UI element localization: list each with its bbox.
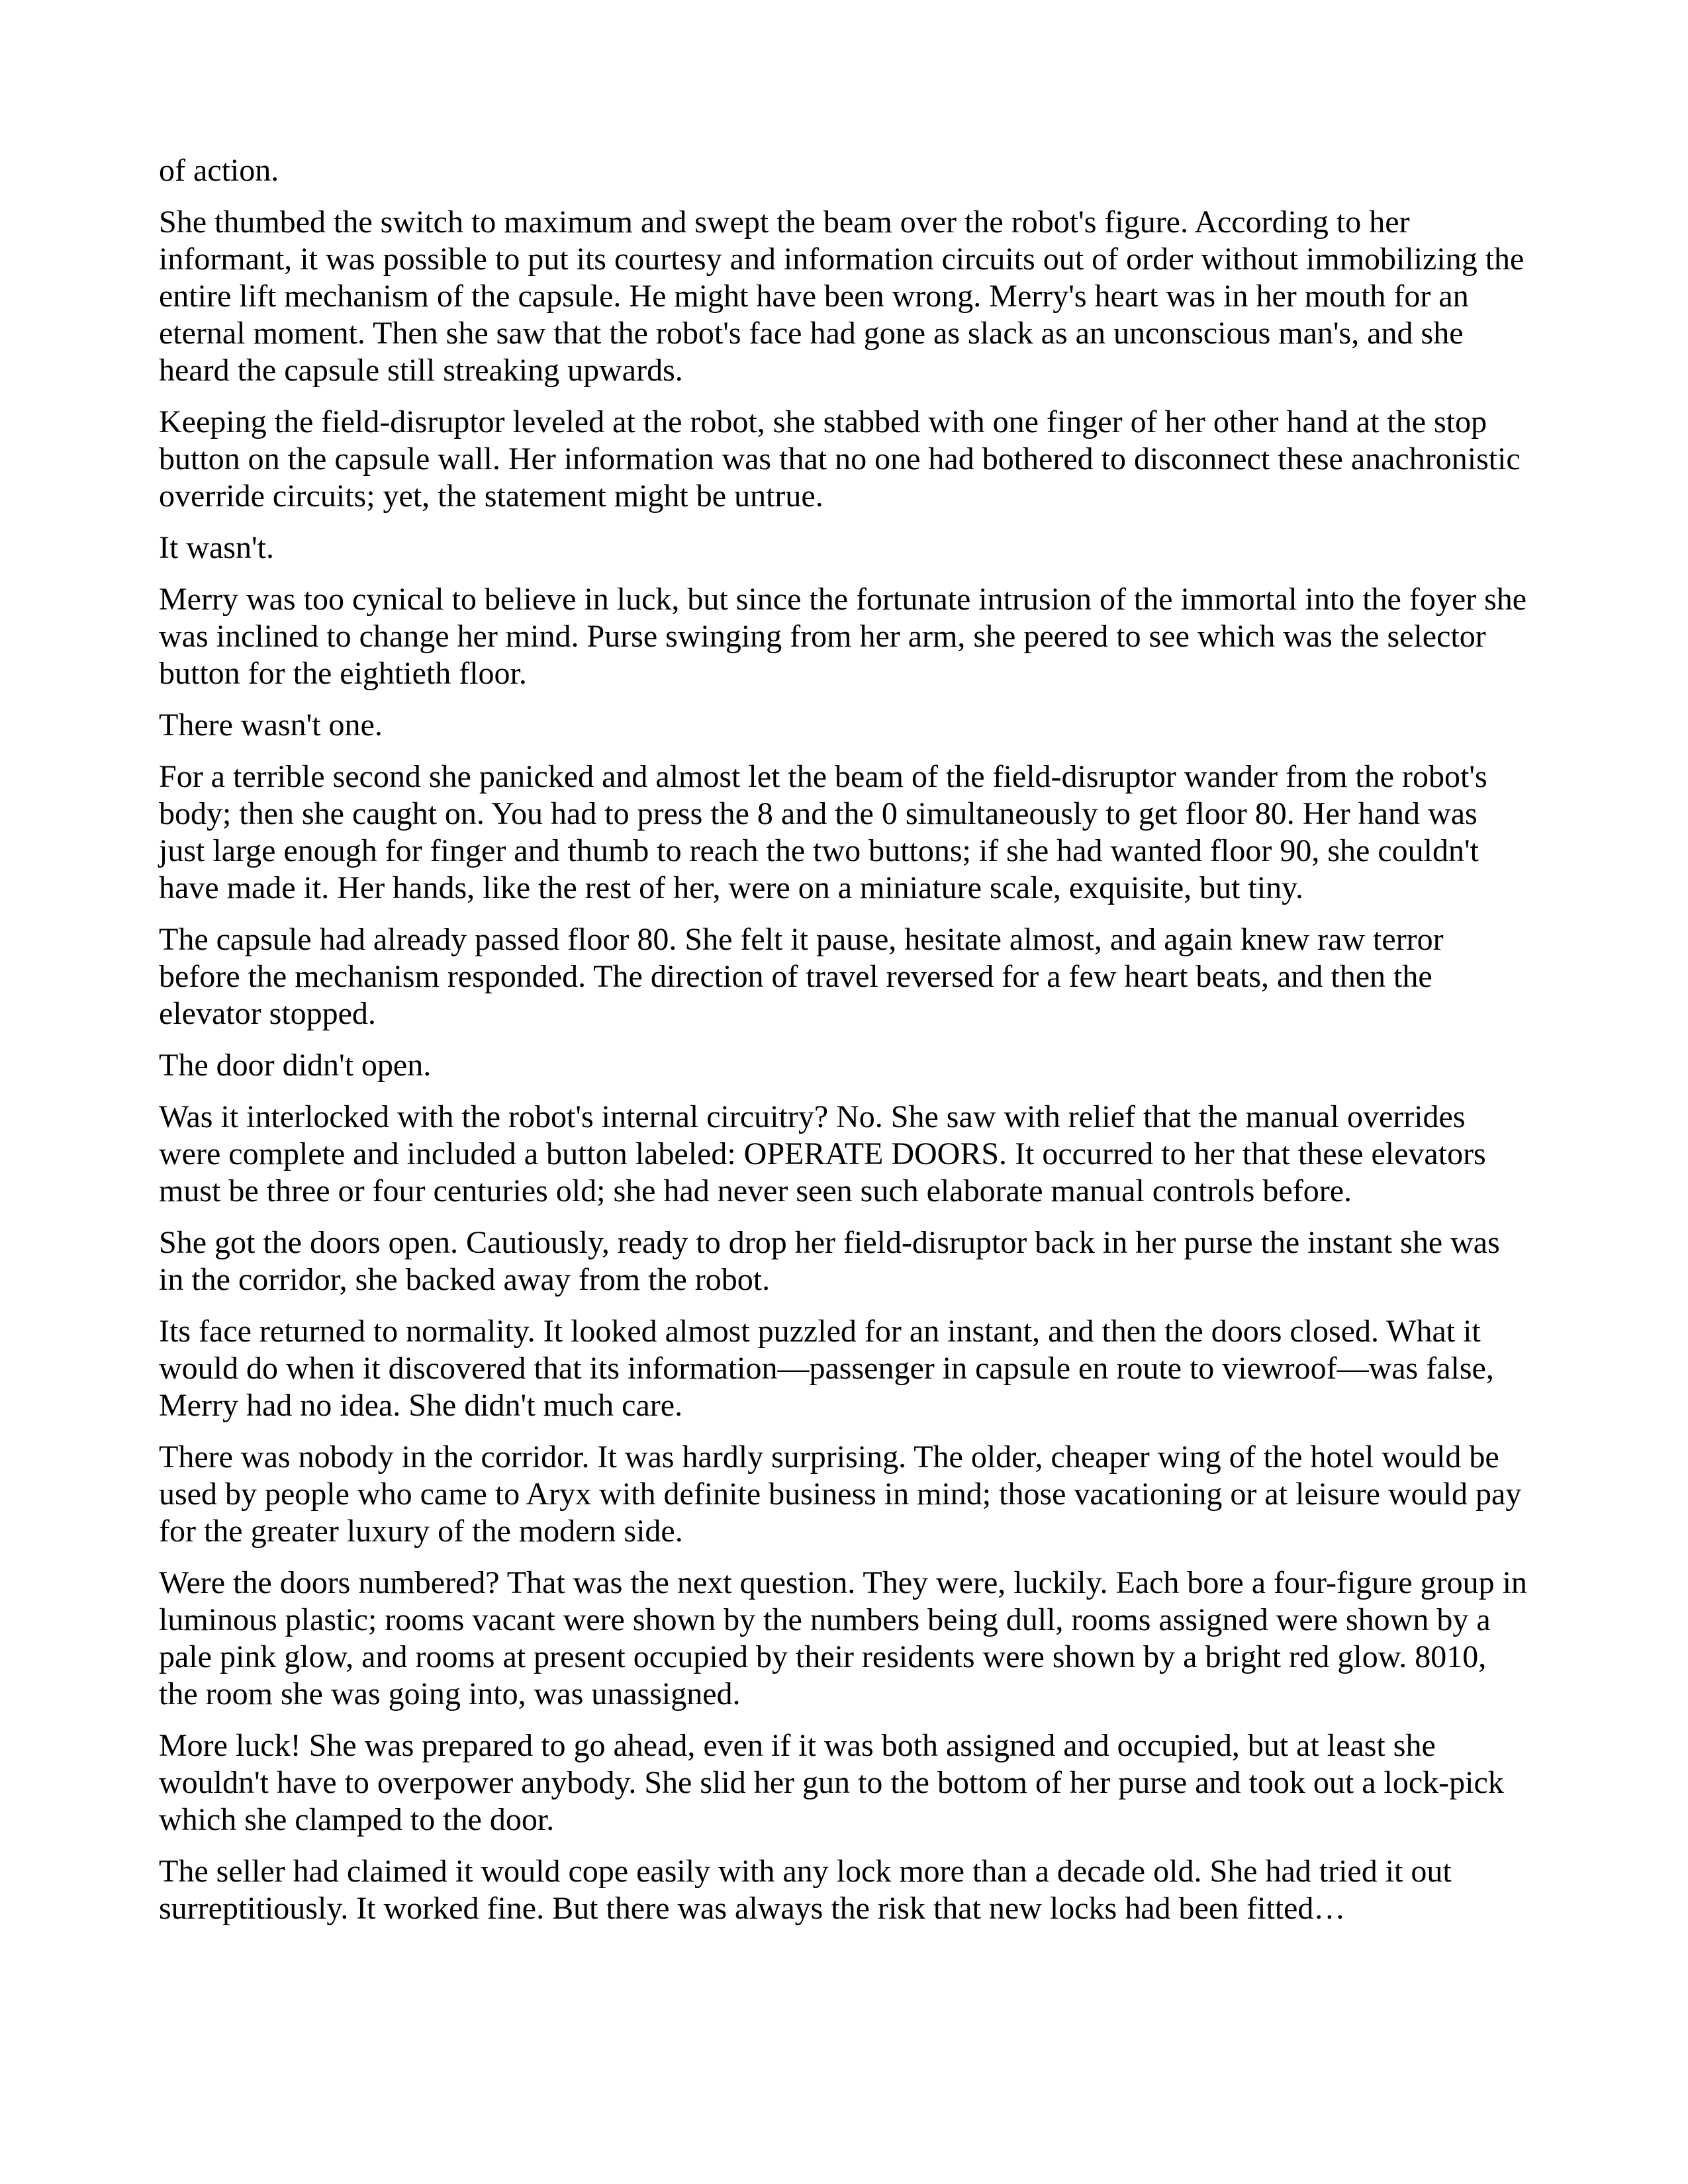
- paragraph: The capsule had already passed floor 80. She felt it pause, hesitate almost, and again knew raw terror before the mechanism responded. The direction of travel reversed for a few heart beats, and then the elevator stopped.: [159, 922, 1444, 1031]
- paragraph: of action.: [159, 153, 279, 188]
- paragraph: Were the doors numbered? That was the next question. They were, luckily. Each bore a four-figure group in luminous plastic; rooms vacant were shown by the numbers being dull, rooms assigned were shown by a pale pink glow, and rooms at present occupied by their residents were shown by a bright red glow. 8010, the room she was going into, was unassigned.: [159, 1565, 1527, 1711]
- paragraph: There wasn't one.: [159, 707, 383, 743]
- paragraph: Merry was too cynical to believe in luck, but since the fortunate intrusion of the immortal into the foyer she was inclined to change her mind. Purse swinging from her arm, she peered to see which was the selector button for the eightieth floor.: [159, 582, 1527, 691]
- paragraph: Its face returned to normality. It looked almost puzzled for an instant, and then the doors closed. What it would do when it discovered that its information—passenger in capsule en route to viewroof—was false, Merry had no idea. She didn't much care.: [159, 1314, 1494, 1423]
- paragraph: Keeping the field-disruptor leveled at the robot, she stabbed with one finger of her other hand at the stop button on the capsule wall. Her information was that no one had bothered to disconnect these anachronistic override circuits; yet, the statement might be untrue.: [159, 404, 1521, 514]
- paragraph: The door didn't open.: [159, 1048, 432, 1083]
- paragraph: It wasn't.: [159, 530, 274, 565]
- paragraph: More luck! She was prepared to go ahead, even if it was both assigned and occupied, but at least she wouldn't have to overpower anybody. She slid her gun to the bottom of her purse and took out a lock-pick which she clamped to the door.: [159, 1728, 1504, 1837]
- paragraph: There was nobody in the corridor. It was hardly surprising. The older, cheaper wing of the hotel would be used by people who came to Aryx with definite business in mind; those vacationing or at leisure would pay for the greater luxury of the modern side.: [159, 1439, 1522, 1549]
- paragraph: Was it interlocked with the robot's internal circuitry? No. She saw with relief that the manual overrides were complete and included a button labeled: OPERATE DOORS. It occurred to her that these elevators must be three or four centuries old; she had never seen such elaborate manual controls before.: [159, 1099, 1486, 1208]
- paragraph: She got the doors open. Cautiously, ready to drop her field-disruptor back in her purse the instant she was in the corridor, she backed away from the robot.: [159, 1225, 1500, 1297]
- paragraph: For a terrible second she panicked and almost let the beam of the field-disruptor wander from the robot's body; then she caught on. You had to press the 8 and the 0 simultaneously to get floor 80. Her hand was just large enough for finger and thumb to reach the two buttons; if she had wanted floor 90, she couldn't have made it. Her hands, like the rest of her, were on a miniature scale, exquisite, but tiny.: [159, 759, 1487, 905]
- paragraph: She thumbed the switch to maximum and swept the beam over the robot's figure. According to her informant, it was possible to put its courtesy and information circuits out of order without immobilizing the entire lift mechanism of the capsule. He might have been wrong. Merry's heart was in her mouth for an eternal moment. Then she saw that the robot's face had gone as slack as an unconscious man's, and she heard the capsule still streaking upwards.: [159, 205, 1524, 388]
- body-text: [159, 152, 1529, 1942]
- paragraph: The seller had claimed it would cope easily with any lock more than a decade old. She had tried it out surreptitiously. It worked fine. But there was always the risk that new locks had been fitted…: [159, 1854, 1452, 1926]
